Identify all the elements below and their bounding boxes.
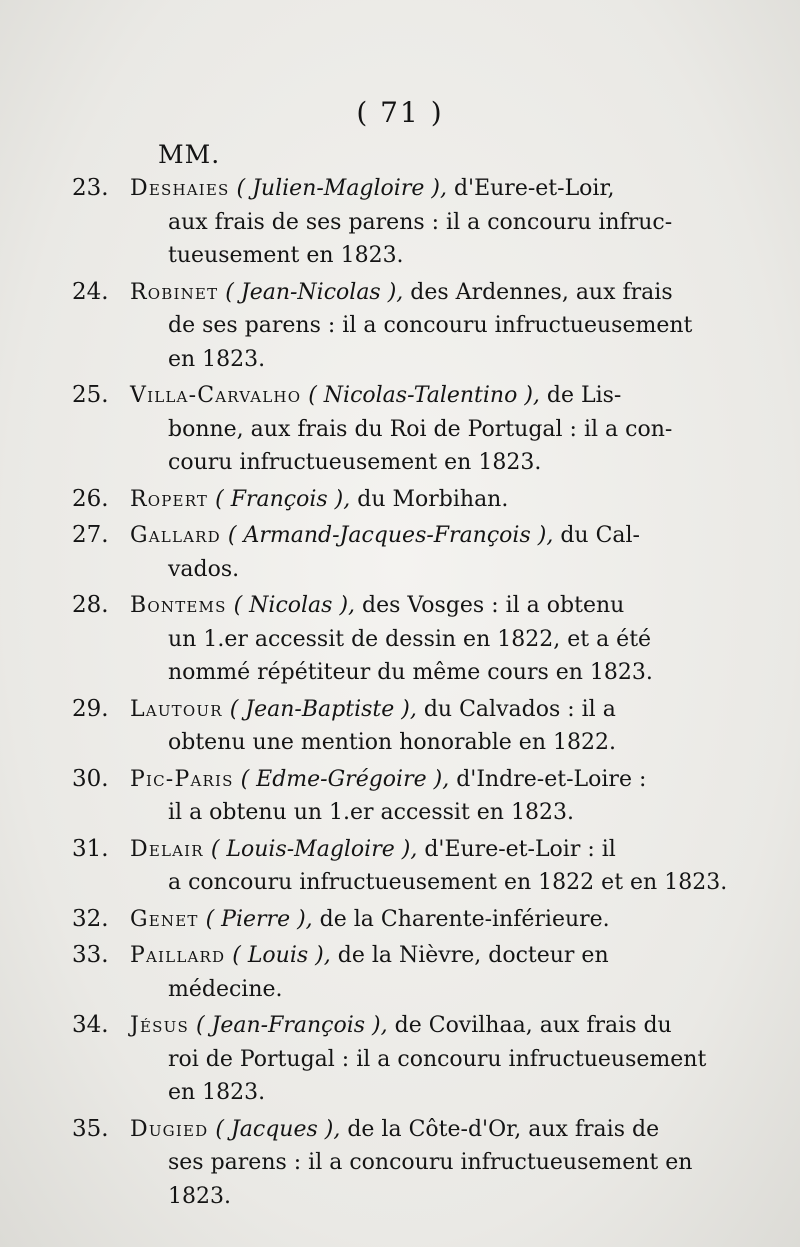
list-item [72, 589, 762, 690]
entry-first-line [130, 379, 762, 413]
entry-number: 24. [72, 278, 109, 305]
list-item [72, 763, 762, 830]
entry-surname: Jésus [130, 1013, 189, 1038]
entry-continuation-line: tueusement en 1823. [168, 243, 404, 268]
entry-continuation-line: en 1823. [168, 346, 266, 372]
entry-first-line [130, 1009, 762, 1043]
entry-first-line [130, 172, 762, 206]
entry-first-line [130, 483, 762, 517]
entry-continuation-line: nommé répétiteur du même cours en 1823. [168, 660, 653, 685]
entry-number: 31. [72, 835, 109, 862]
entry-origin: des Vosges : il a obtenu [355, 593, 625, 618]
entry-origin: de la Charente-inférieure. [312, 906, 610, 932]
entry-surname: Genet [130, 906, 199, 932]
entry-first-line [130, 1113, 762, 1147]
entry-continuation-line: 1823. [168, 1183, 231, 1209]
entry-number: 26. [72, 485, 109, 512]
entry-origin: de la Côte-d'Or, aux frais de [340, 1116, 660, 1142]
list-item [72, 1113, 762, 1214]
entry-number: 32. [72, 905, 109, 932]
list-item [72, 379, 762, 480]
entry-number: 34. [72, 1012, 109, 1038]
entry-continuation-line: vados. [168, 556, 240, 582]
entry-number: 25. [72, 382, 109, 408]
entry-continuation-line: a concouru infructueusement en 1822 et en 1823. [168, 870, 728, 895]
entry-surname: Gallard [130, 523, 221, 548]
entry-continuation-line: obtenu une mention honorable en 1822. [168, 730, 616, 755]
entry-continuation-line: aux frais de ses parens : il a concouru infruc- [168, 209, 673, 235]
entry-surname: Villa-Carvalho [130, 383, 302, 408]
entry-surname: Dugied [130, 1116, 209, 1142]
entry-first-line [130, 833, 762, 867]
entry-surname: Bontems [130, 593, 227, 618]
entry-first-line [130, 589, 762, 623]
entry-given-names: ( Jean-François ), [195, 1013, 388, 1038]
entry-surname: Robinet [130, 279, 219, 305]
list-item [72, 939, 762, 1006]
entry-continuation-line: roi de Portugal : il a concouru infructueusement [168, 1046, 707, 1072]
entry-first-line [130, 519, 762, 553]
entry-first-line [130, 939, 762, 973]
entry-surname: Deshaies [130, 176, 230, 201]
list-item [72, 519, 762, 586]
entry-first-line [130, 903, 762, 937]
entry-continuation-line: bonne, aux frais du Roi de Portugal : il a con- [168, 416, 673, 442]
entry-given-names: ( Pierre ), [205, 906, 313, 932]
entry-number: 29. [72, 695, 109, 722]
entry-first-line [130, 276, 762, 310]
list-item [72, 833, 762, 900]
entry-origin: de la Nièvre, docteur en [330, 943, 609, 968]
entry-origin: de Lis- [539, 383, 622, 408]
entry-continuation-line: il a obtenu un 1.er accessit en 1823. [168, 800, 574, 825]
list-item [72, 276, 762, 377]
page-number: ( 71 ) [356, 96, 444, 129]
entry-surname: Pic-Paris [130, 766, 234, 792]
list-item [72, 1009, 762, 1110]
entry-origin: de Covilhaa, aux frais du [387, 1013, 672, 1038]
page-heading: MM. [158, 140, 221, 169]
entry-continuation-line: médecine. [168, 976, 283, 1002]
entry-origin: du Morbihan. [350, 486, 509, 512]
entry-surname: Paillard [130, 943, 226, 968]
entry-origin: du Calvados : il a [416, 696, 616, 722]
entry-given-names: ( Nicolas-Talentino ), [308, 383, 540, 408]
entry-origin: du Cal- [553, 523, 640, 548]
entry-given-names: ( Louis ), [232, 943, 331, 968]
entry-origin: d'Indre-et-Loire : [449, 766, 647, 792]
entry-given-names: ( Julien-Magloire ), [236, 176, 447, 201]
entry-continuation-line: de ses parens : il a concouru infructueusement [168, 313, 693, 338]
entry-number: 30. [72, 765, 109, 792]
list-item [72, 172, 762, 273]
entry-given-names: ( Nicolas ), [233, 593, 356, 618]
entry-given-names: ( François ), [215, 486, 351, 512]
entry-surname: Delair [130, 836, 204, 862]
entry-given-names: ( Edme-Grégoire ), [240, 766, 450, 792]
entry-surname: Lautour [130, 696, 223, 722]
entry-given-names: ( Armand-Jacques-François ), [227, 523, 554, 548]
entry-continuation-line: couru infructueusement en 1823. [168, 450, 542, 475]
entry-continuation-line: un 1.er accessit de dessin en 1822, et a été [168, 626, 652, 652]
entry-number: 35. [72, 1115, 109, 1142]
entry-surname: Ropert [130, 486, 209, 512]
list-item [72, 483, 762, 517]
entry-continuation-line: en 1823. [168, 1080, 266, 1105]
entry-first-line [130, 693, 762, 727]
entry-given-names: ( Jean-Baptiste ), [229, 696, 417, 722]
entry-first-line [130, 763, 762, 797]
entry-number: 33. [72, 942, 109, 968]
entry-given-names: ( Jacques ), [215, 1116, 341, 1142]
entry-origin: des Ardennes, aux frais [403, 279, 673, 305]
list-item [72, 903, 762, 937]
entry-continuation-line: ses parens : il a concouru infructueusement en [168, 1150, 693, 1175]
list-item [72, 693, 762, 760]
entry-given-names: ( Louis-Magloire ), [210, 836, 418, 862]
entry-number: 28. [72, 592, 109, 618]
entry-list [72, 172, 762, 1216]
entry-number: 27. [72, 522, 109, 548]
entry-number: 23. [72, 175, 109, 201]
entry-origin: d'Eure-et-Loir, [446, 176, 615, 201]
entry-given-names: ( Jean-Nicolas ), [225, 279, 404, 305]
entry-origin: d'Eure-et-Loir : il [417, 836, 616, 862]
